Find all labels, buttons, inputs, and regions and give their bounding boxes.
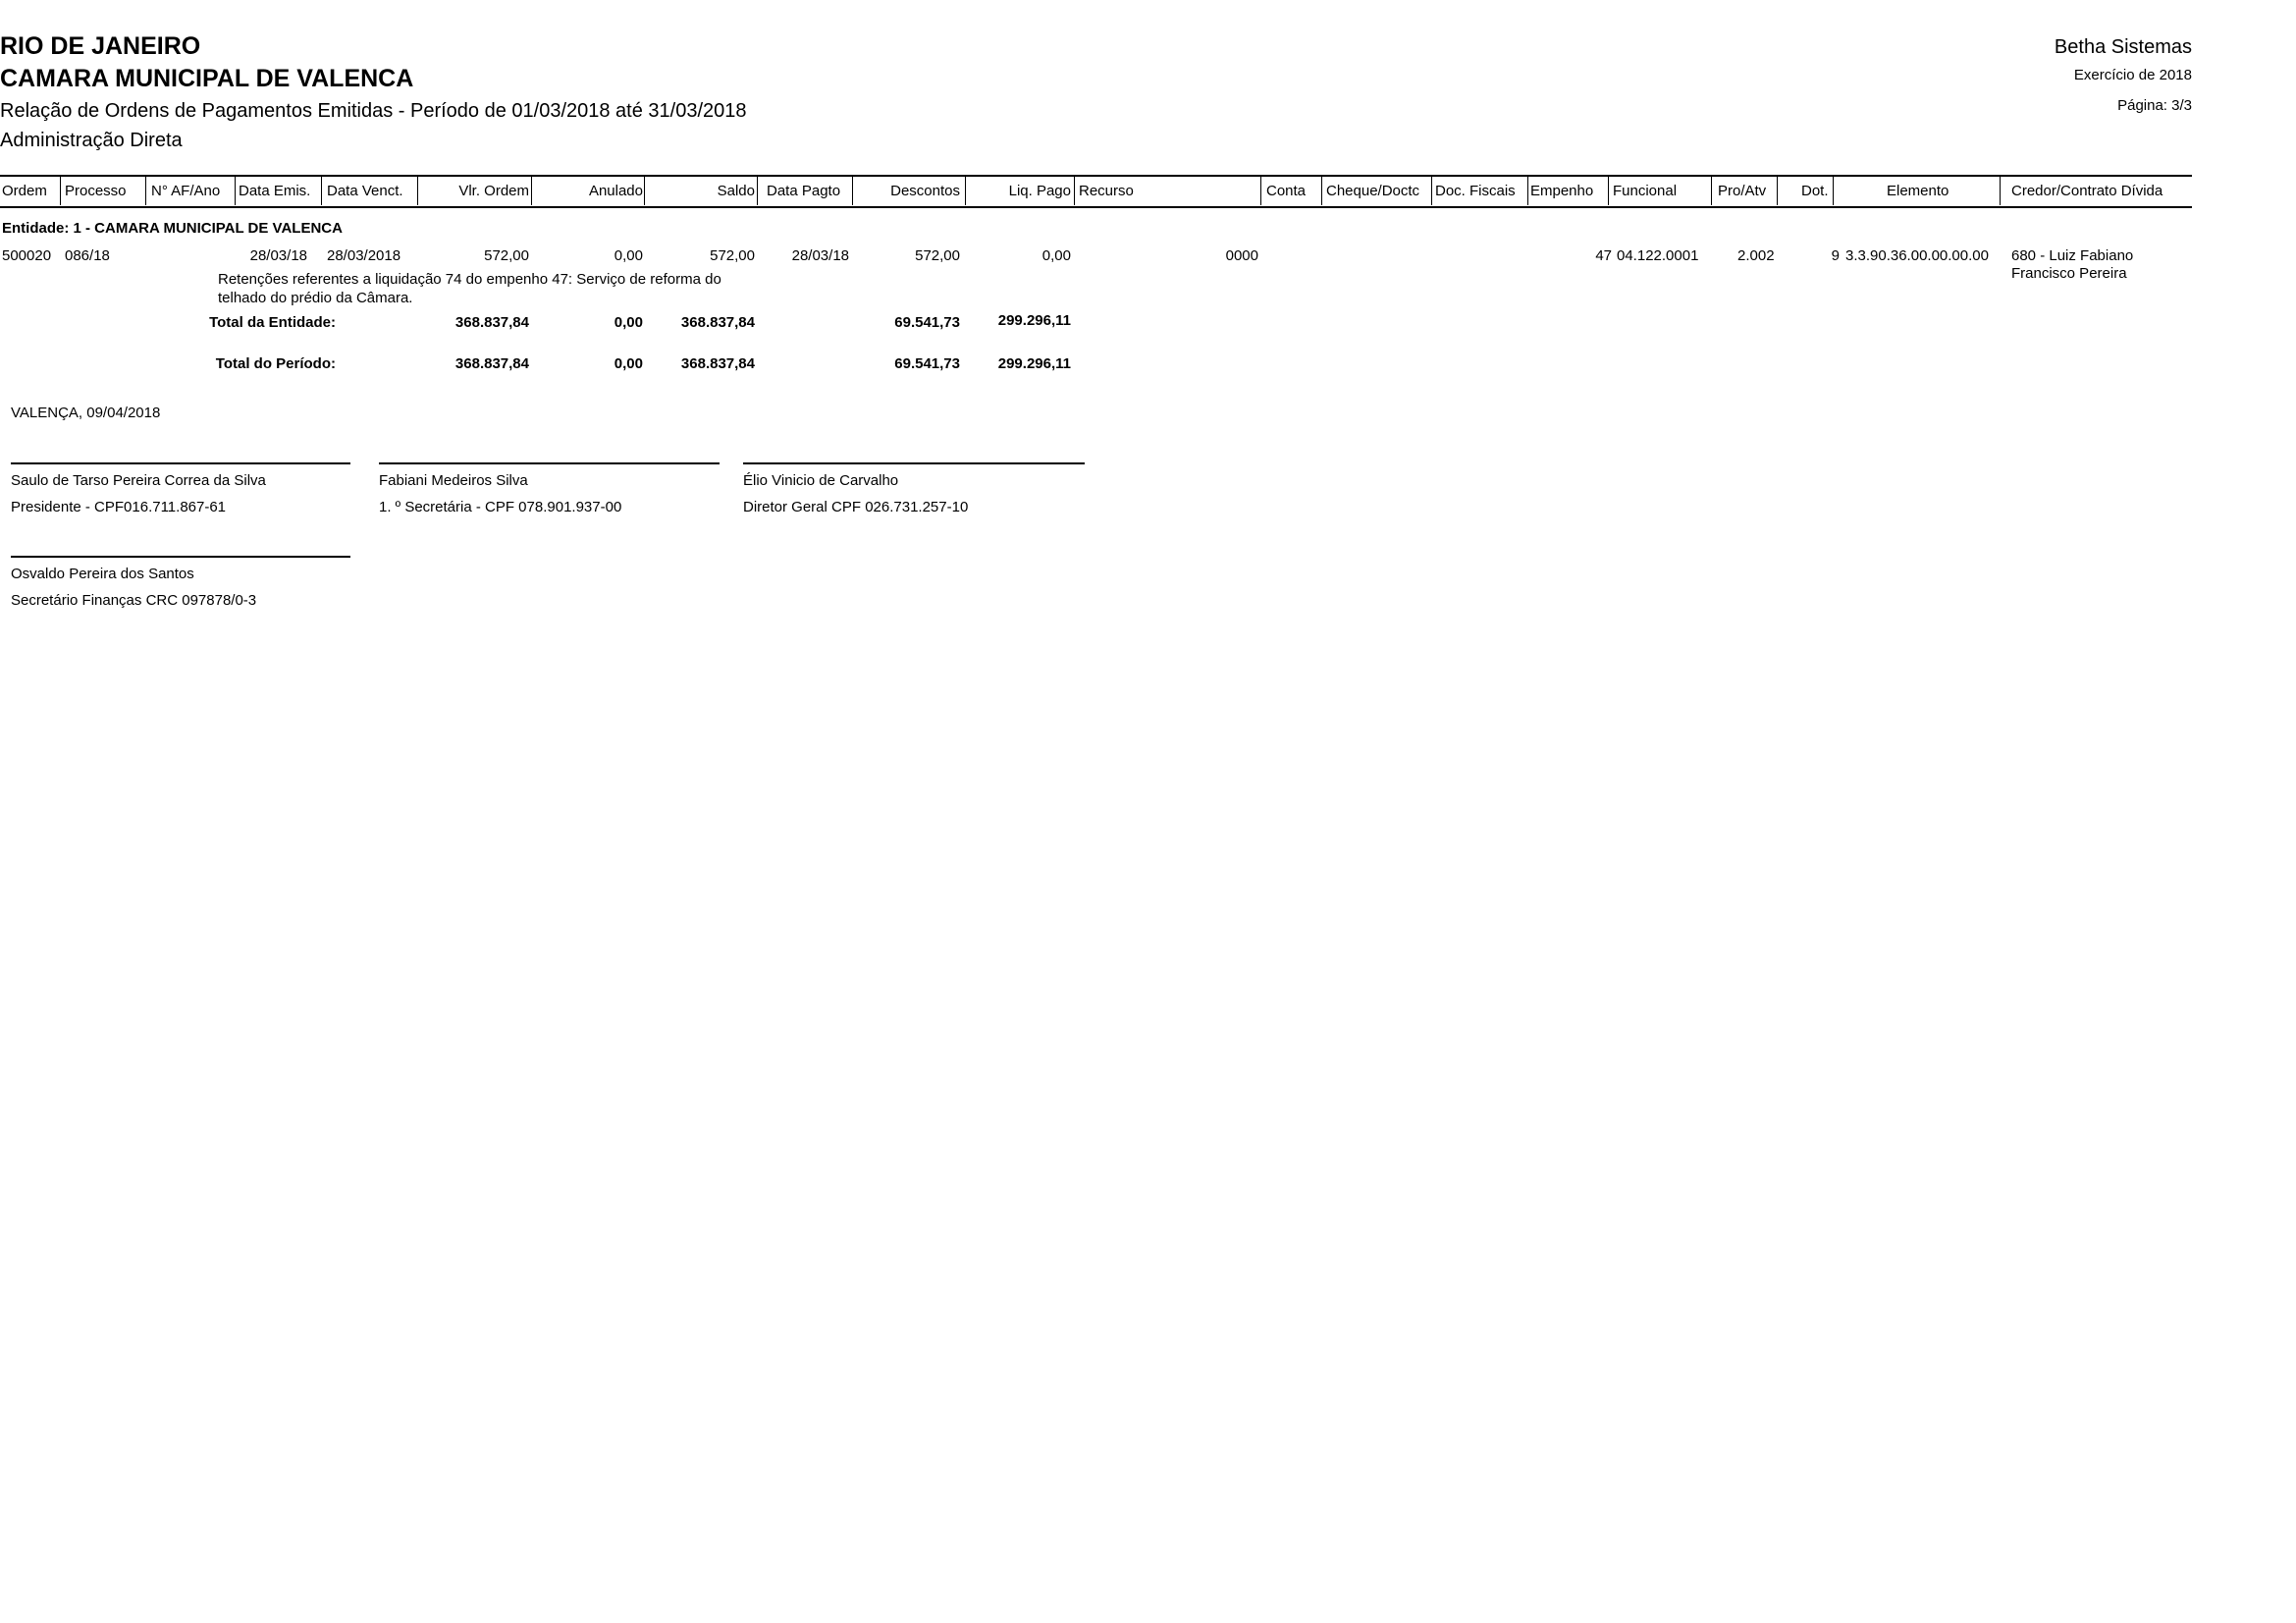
col-divider [60,176,61,205]
cell-recurso: 0000 [1225,247,1258,264]
signature-role: Secretário Finanças CRC 097878/0-3 [11,592,257,609]
entity-section-label: Entidade: 1 - CAMARA MUNICIPAL DE VALENCA [2,220,343,237]
col-divider [531,176,532,205]
col-header-pro-atv: Pro/Atv [1718,183,1767,199]
state-heading: RIO DE JANEIRO [0,32,201,60]
total-periodo-anulado: 0,00 [614,355,643,372]
col-header-conta: Conta [1266,183,1307,199]
total-entidade-anulado: 0,00 [614,314,643,331]
col-header-liq-pago: Liq. Pago [1008,183,1071,199]
col-header-data-emis: Data Emis. [239,183,311,199]
signature-line [11,462,350,464]
col-divider [417,176,418,205]
col-header-elemento: Elemento [1887,183,1949,199]
col-header-saldo: Saldo [717,183,755,199]
col-header-af-ano: N° AF/Ano [151,183,221,199]
col-header-empenho: Empenho [1530,183,1594,199]
total-periodo-liq-pago: 299.296,11 [997,355,1071,372]
retention-note-line1: Retenções referentes a liquidação 74 do empenho 47: Serviço de reforma do [218,271,721,288]
cell-liq-pago: 0,00 [1041,247,1071,264]
col-divider [321,176,322,205]
col-divider [1260,176,1261,205]
cell-data-pagto: 28/03/18 [791,247,849,264]
total-periodo-descontos: 69.541,73 [894,355,960,372]
cell-data-venct: 28/03/2018 [327,247,401,264]
col-divider [965,176,966,205]
report-title: Relação de Ordens de Pagamentos Emitidas - Período de 01/03/2018 até 31/03/2018 [0,100,747,122]
total-periodo-saldo: 368.837,84 [680,355,755,372]
table-header-bottom-rule [0,206,2192,208]
signature-line [743,462,1085,464]
total-entidade-liq-pago: 299.296,11 [997,312,1071,329]
col-divider [145,176,146,205]
col-divider [235,176,236,205]
col-divider [1833,176,1834,205]
col-divider [1608,176,1609,205]
cell-elemento: 3.3.90.36.00.00.00.00 [1845,247,1989,264]
total-periodo-label: Total do Período: [215,355,336,372]
col-header-data-venct: Data Venct. [327,183,403,199]
col-divider [1321,176,1322,205]
table-header-top-rule [0,175,2192,177]
col-divider [2000,176,2001,205]
col-header-data-pagto: Data Pagto [767,183,841,199]
vendor-name: Betha Sistemas [2054,36,2192,58]
total-entidade-saldo: 368.837,84 [680,314,755,331]
col-divider [757,176,758,205]
col-header-ordem: Ordem [2,183,47,199]
signature-name: Élio Vinicio de Carvalho [743,472,899,489]
col-header-funcional: Funcional [1613,183,1678,199]
cell-funcional: 04.122.0001 [1617,247,1699,264]
col-header-doc-fiscais: Doc. Fiscais [1435,183,1516,199]
administration-label: Administração Direta [0,130,183,151]
cell-data-emis: 28/03/18 [249,247,307,264]
col-header-dot: Dot. [1801,183,1829,199]
cell-credor-line1: 680 - Luiz Fabiano [2011,247,2134,264]
cell-dot: 9 [1831,247,1840,264]
col-header-vlr-ordem: Vlr. Ordem [458,183,529,199]
col-divider [1527,176,1528,205]
cell-empenho: 47 [1595,247,1612,264]
cell-descontos: 572,00 [915,247,960,264]
col-header-descontos: Descontos [890,183,960,199]
col-divider [644,176,645,205]
col-header-anulado: Anulado [588,183,643,199]
signature-line [379,462,720,464]
exercise-label: Exercício de 2018 [2073,67,2192,83]
cell-saldo: 572,00 [710,247,755,264]
col-divider [852,176,853,205]
cell-pro-atv: 2.002 [1737,247,1775,264]
signature-line [11,556,350,558]
cell-credor-line2: Francisco Pereira [2011,265,2127,282]
col-header-processo: Processo [65,183,127,199]
col-header-cheque-docto: Cheque/Doctc [1326,183,1420,199]
signature-role: Diretor Geral CPF 026.731.257-10 [743,499,969,515]
col-header-credor: Credor/Contrato Dívida [2011,183,2163,199]
place-date: VALENÇA, 09/04/2018 [11,405,161,421]
col-divider [1431,176,1432,205]
cell-ordem: 500020 [2,247,52,264]
col-divider [1074,176,1075,205]
page-number: Página: 3/3 [2117,97,2192,114]
cell-anulado: 0,00 [614,247,643,264]
col-divider [1711,176,1712,205]
total-periodo-vlr-ordem: 368.837,84 [454,355,529,372]
signature-name: Fabiani Medeiros Silva [379,472,528,489]
cell-processo: 086/18 [65,247,110,264]
signature-role: 1. º Secretária - CPF 078.901.937-00 [379,499,622,515]
col-divider [1777,176,1778,205]
total-entidade-descontos: 69.541,73 [894,314,960,331]
signature-role: Presidente - CPF016.711.867-61 [11,499,227,515]
entity-heading: CAMARA MUNICIPAL DE VALENCA [0,65,414,92]
retention-note-line2: telhado do prédio da Câmara. [218,290,413,306]
total-entidade-label: Total da Entidade: [209,314,336,331]
signature-name: Osvaldo Pereira dos Santos [11,566,194,582]
signature-name: Saulo de Tarso Pereira Correa da Silva [11,472,266,489]
total-entidade-vlr-ordem: 368.837,84 [454,314,529,331]
col-header-recurso: Recurso [1079,183,1134,199]
cell-vlr-ordem: 572,00 [484,247,529,264]
